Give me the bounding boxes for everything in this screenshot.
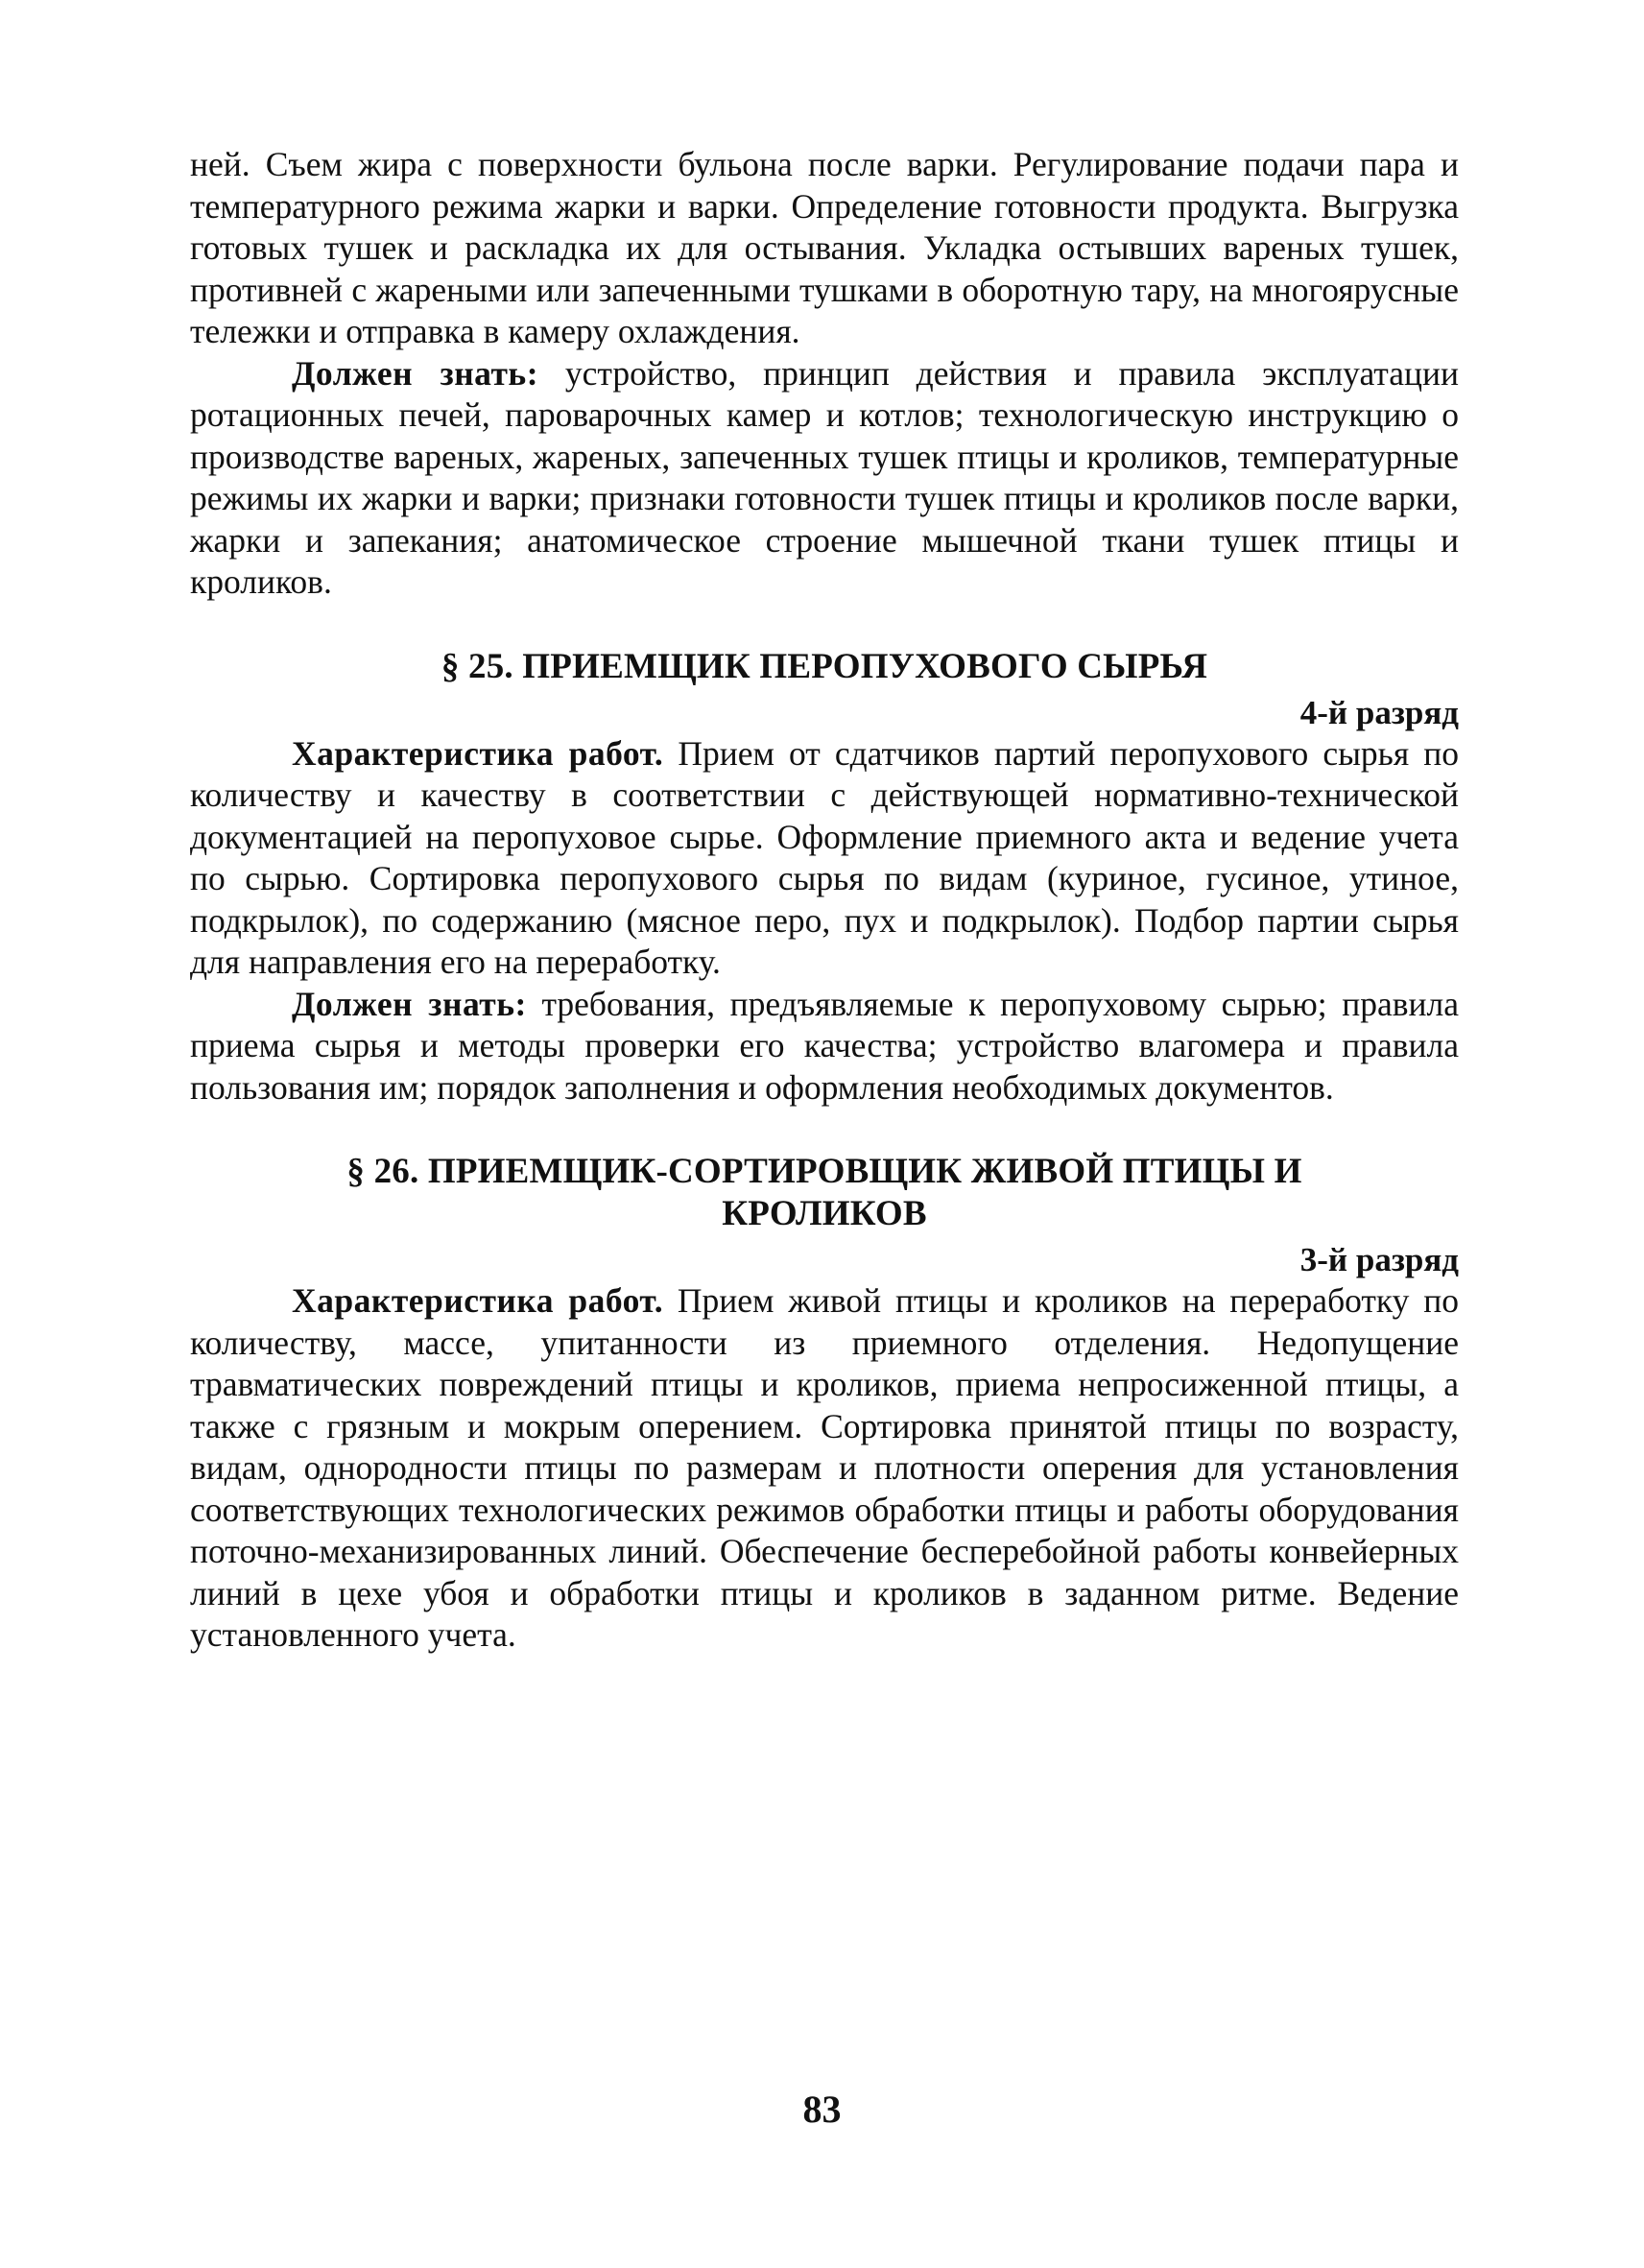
section-25-work-paragraph [190,733,1459,984]
section-26-grade: 3-й разряд [1299,1241,1459,1278]
page-content [190,144,1459,1657]
knowledge-text: устройство, принцип действия и правила эксплуатации ротационных печей, пароварочных камер и котлов; технологическую инструкцию о производстве вареных, жареных, запеченных тушек птицы и кроликов, температурные режимы их жарки и варки; признаки готовности тушек птицы и кроликов после варки, жарки и запекания; анатомическое строение мышечной ткани тушек птицы и кроликов. [190,353,1459,601]
section-26-title [190,1151,1459,1235]
knowledge-lead: Должен знать: [292,353,539,393]
work-text: Прием живой птицы и кроликов на переработку по количеству, массе, упитанности из приемного отделения. Недопущение травматических повреждений птицы и кроликов, приема непросиженной птицы, а также с грязным и мокрым оперением. Сортировка принятой птицы по возрасту, видам, однородности птицы по размерам и плотности оперения для установления соответствующих технологических режимов обработки птицы и работы оборудования поточно-механизированных линий. Обеспечение бесперебойной работы конвейерных линий в цехе убоя и обработки птицы и кроликов в заданном ритме. Ведение установленного учета. [190,1281,1459,1654]
knowledge-text: требования, предъявляемые к перопуховому сырью; правила приема сырья и методы проверки его качества; устройство влагомера и правила пользования им; порядок заполнения и оформления необходимых документов. [190,984,1459,1107]
knowledge-paragraph-24 [190,353,1459,604]
work-lead: Характеристика работ. [292,1281,664,1320]
continued-paragraph: ней. Съем жира с поверхности бульона после варки. Регулирование подачи пара и температурного режима жарки и варки. Определение готовности продукта. Выгрузка готовых тушек и раскладка их для остывания. Укладка остывших вареных тушек, противней с жареными или запеченными тушками в оборотную тару, на многоярусные тележки и отправка в камеру охлаждения. [190,145,1459,350]
section-26-title-line-1: § 26. ПРИЕМЩИК-СОРТИРОВЩИК ЖИВОЙ ПТИЦЫ И [346,1152,1302,1191]
work-lead: Характеристика работ. [292,733,664,773]
section-25-title: § 25. ПРИЕМЩИК ПЕРОПУХОВОГО СЫРЬЯ [441,646,1208,686]
knowledge-lead: Должен знать: [292,984,527,1023]
work-text: Прием от сдатчиков партий перопухового сырья по количеству и качеству в соответствии с действующей нормативно-технической документацией на перопуховое сырье. Оформление приемного акта и ведение учета по сырью. Сортировка перопухового сырья по видам (куриное, гусиное, утиное, подкрылок), по содержанию (мясное перо, пух и подкрылок). Подбор партии сырья для направления его на переработку. [190,733,1459,981]
page-number: 83 [802,2088,842,2131]
section-26-work-paragraph [190,1280,1459,1657]
section-25-knowledge-paragraph [190,984,1459,1110]
section-26-title-line-2: КРОЛИКОВ [722,1194,927,1233]
section-25-grade: 4-й разряд [1299,693,1459,731]
